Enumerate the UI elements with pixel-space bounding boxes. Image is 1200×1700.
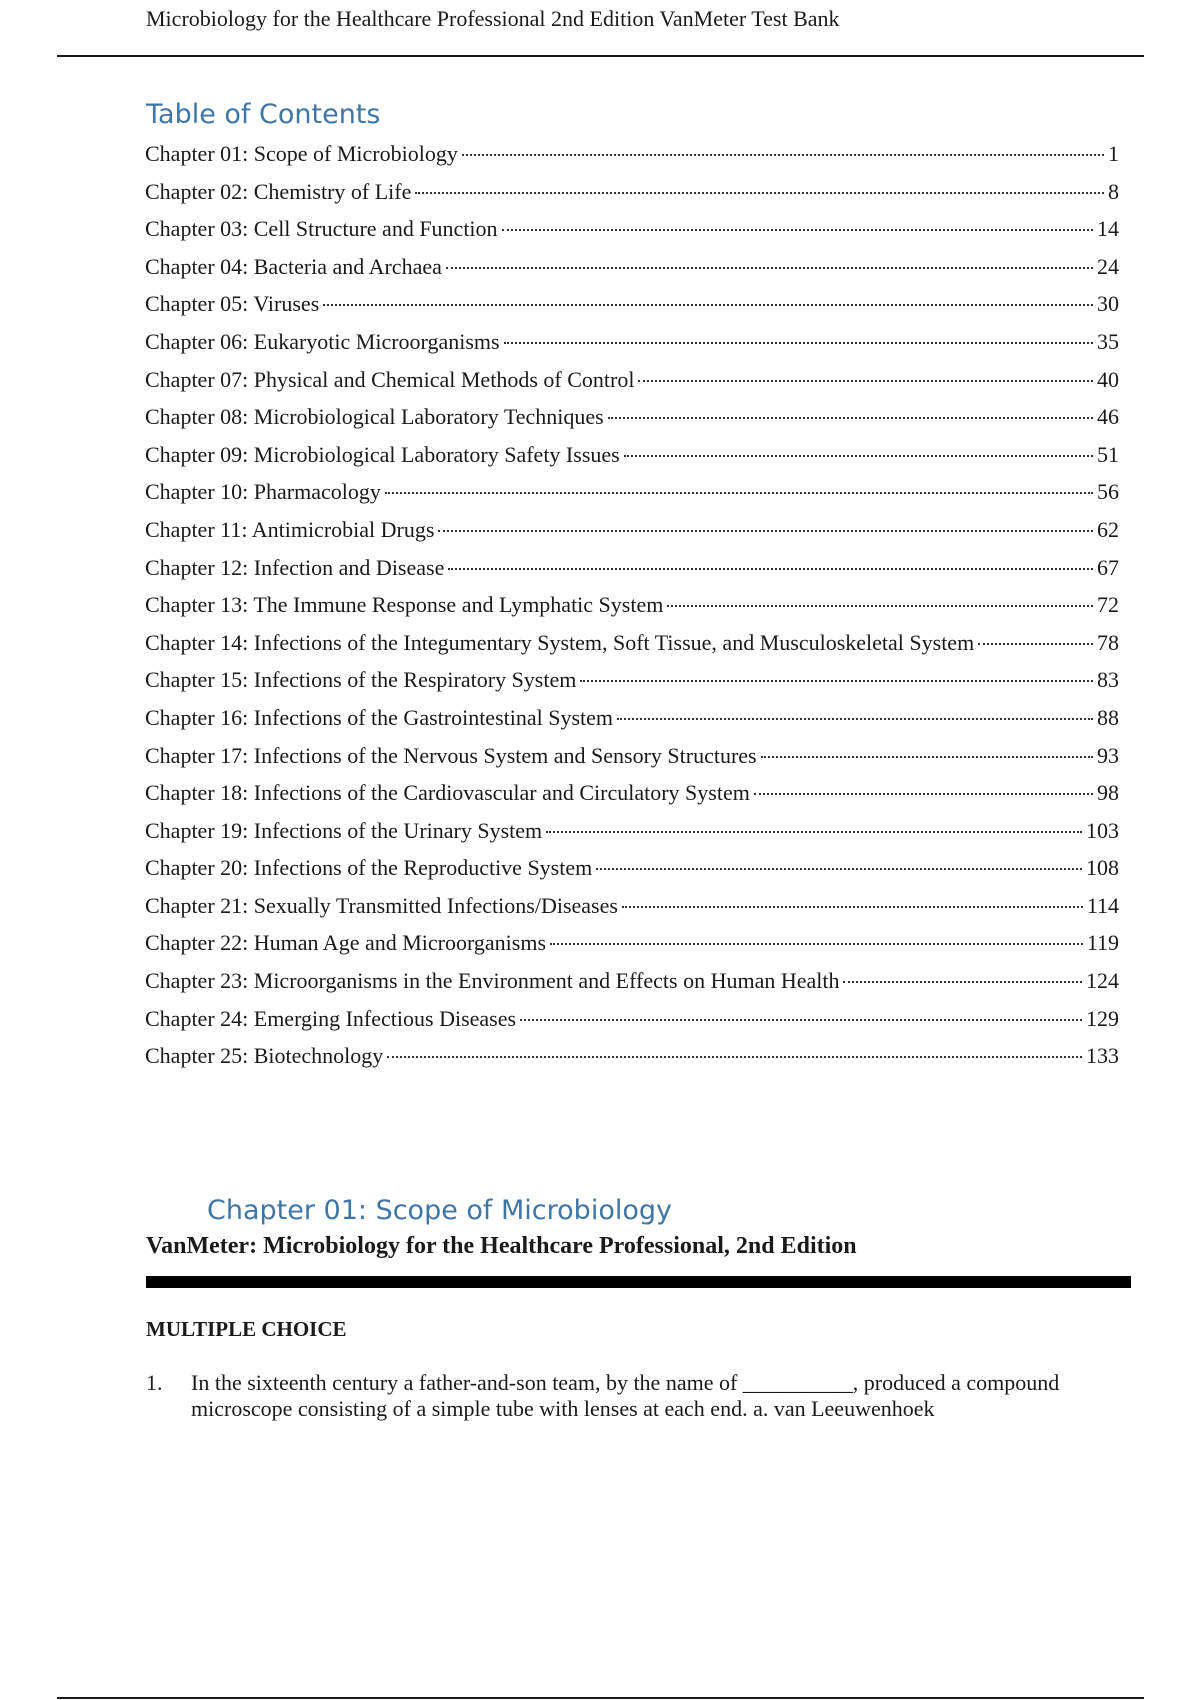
dot-leader (462, 154, 1104, 156)
toc-entry-label: Chapter 14: Infections of the Integumentary System, Soft Tissue, and Musculoskeletal System (145, 629, 975, 655)
toc-entry-label: Chapter 10: Pharmacology (145, 479, 381, 505)
toc-entry-label: Chapter 04: Bacteria and Archaea (145, 253, 442, 279)
toc-entry-chapter-17[interactable] (145, 737, 1119, 775)
toc-entry-chapter-11[interactable] (145, 511, 1119, 549)
book-title: VanMeter: Microbiology for the Healthcare Professional, 2nd Edition (146, 1233, 857, 1259)
toc-entry-chapter-02[interactable] (145, 173, 1119, 211)
toc-entry-chapter-20[interactable] (145, 849, 1119, 887)
dot-leader (667, 605, 1093, 607)
dot-leader (385, 492, 1093, 494)
toc-entry-page: 67 (1097, 554, 1119, 580)
toc-entry-label: Chapter 23: Microorganisms in the Environment and Effects on Human Health (145, 968, 840, 994)
toc-entry-page: 40 (1097, 366, 1119, 392)
toc-entry-chapter-16[interactable] (145, 699, 1119, 737)
question-text: In the sixteenth century a father-and-son team, by the name of __________, produced a compound microscope consisting of a simple tube with lenses at each end. a. van Leeuwenhoek (191, 1370, 1060, 1421)
dot-leader (550, 943, 1083, 945)
toc-entry-chapter-21[interactable] (145, 887, 1119, 925)
toc-entry-chapter-08[interactable] (145, 398, 1119, 436)
toc-entry-page: 78 (1097, 629, 1119, 655)
dot-leader (624, 455, 1093, 457)
toc-entry-chapter-09[interactable] (145, 436, 1119, 474)
toc-entry-chapter-22[interactable] (145, 924, 1119, 962)
toc-entry-label: Chapter 09: Microbiological Laboratory Safety Issues (145, 441, 620, 467)
toc-entry-chapter-01[interactable] (145, 135, 1119, 173)
toc-entry-chapter-07[interactable] (145, 361, 1119, 399)
toc-title: Table of Contents (146, 99, 381, 130)
dot-leader (448, 568, 1093, 570)
dot-leader (617, 718, 1093, 720)
dot-leader (502, 229, 1093, 231)
toc-entry-label: Chapter 07: Physical and Chemical Methods of Control (145, 366, 635, 392)
toc-entry-page: 72 (1097, 592, 1119, 618)
toc-entry-label: Chapter 12: Infection and Disease (145, 554, 445, 580)
dot-leader (546, 831, 1082, 833)
toc-entry-page: 108 (1086, 855, 1119, 881)
toc-entry-label: Chapter 16: Infections of the Gastrointestinal System (145, 704, 614, 730)
dot-leader (596, 868, 1082, 870)
dot-leader (438, 530, 1093, 532)
dot-leader (638, 380, 1093, 382)
dot-leader (520, 1019, 1082, 1021)
toc-entry-chapter-12[interactable] (145, 549, 1119, 587)
toc-entry-label: Chapter 22: Human Age and Microorganisms (145, 930, 547, 956)
dot-leader (323, 304, 1093, 306)
toc-entry-page: 24 (1097, 253, 1119, 279)
toc-entry-label: Chapter 20: Infections of the Reproductive System (145, 855, 593, 881)
toc-entry-chapter-14[interactable] (145, 624, 1119, 662)
toc-entry-label: Chapter 21: Sexually Transmitted Infections/Diseases (145, 892, 618, 918)
chapter-heading: Chapter 01: Scope of Microbiology (207, 1195, 672, 1226)
toc-entry-chapter-23[interactable] (145, 962, 1119, 1000)
toc-entry-label: Chapter 17: Infections of the Nervous System and Sensory Structures (145, 742, 757, 768)
toc-list (145, 135, 1119, 1075)
toc-entry-page: 88 (1097, 704, 1119, 730)
toc-entry-page: 46 (1097, 404, 1119, 430)
toc-entry-page: 51 (1097, 441, 1119, 467)
toc-entry-page: 124 (1086, 968, 1119, 994)
toc-entry-page: 98 (1097, 780, 1119, 806)
toc-entry-chapter-13[interactable] (145, 586, 1119, 624)
toc-entry-chapter-03[interactable] (145, 210, 1119, 248)
toc-entry-page: 30 (1097, 291, 1119, 317)
toc-entry-label: Chapter 06: Eukaryotic Microorganisms (145, 328, 500, 354)
toc-entry-label: Chapter 08: Microbiological Laboratory Techniques (145, 404, 604, 430)
toc-entry-page: 56 (1097, 479, 1119, 505)
toc-entry-chapter-10[interactable] (145, 473, 1119, 511)
dot-leader (504, 342, 1093, 344)
toc-entry-chapter-18[interactable] (145, 774, 1119, 812)
toc-entry-page: 133 (1086, 1043, 1119, 1069)
toc-entry-chapter-05[interactable] (145, 285, 1119, 323)
toc-entry-label: Chapter 03: Cell Structure and Function (145, 216, 498, 242)
dot-leader (580, 680, 1093, 682)
toc-entry-page: 129 (1086, 1005, 1119, 1031)
toc-entry-label: Chapter 02: Chemistry of Life (145, 178, 412, 204)
toc-entry-label: Chapter 24: Emerging Infectious Diseases (145, 1005, 517, 1031)
toc-entry-page: 62 (1097, 516, 1119, 542)
thick-divider (146, 1276, 1131, 1288)
toc-entry-page: 114 (1086, 892, 1119, 918)
toc-entry-chapter-06[interactable] (145, 323, 1119, 361)
dot-leader (608, 417, 1093, 419)
toc-entry-chapter-24[interactable] (145, 1000, 1119, 1038)
dot-leader (761, 756, 1093, 758)
toc-entry-chapter-25[interactable] (145, 1037, 1119, 1075)
question-number: 1. (146, 1370, 163, 1395)
dot-leader (843, 981, 1082, 983)
toc-entry-page: 1 (1108, 141, 1119, 166)
toc-entry-page: 119 (1086, 930, 1119, 956)
toc-entry-page: 35 (1097, 328, 1119, 354)
toc-entry-chapter-19[interactable] (145, 812, 1119, 850)
toc-entry-label: Chapter 25: Biotechnology (145, 1043, 384, 1069)
toc-entry-label: Chapter 15: Infections of the Respiratory System (145, 667, 577, 693)
toc-entry-chapter-04[interactable] (145, 248, 1119, 286)
dot-leader (446, 267, 1093, 269)
running-header: Microbiology for the Healthcare Professional 2nd Edition VanMeter Test Bank (146, 6, 840, 31)
toc-entry-label: Chapter 11: Antimicrobial Drugs (145, 516, 435, 542)
question (146, 1370, 1131, 1422)
toc-entry-page: 8 (1108, 178, 1119, 204)
section-label: MULTIPLE CHOICE (146, 1317, 347, 1341)
toc-entry-page: 83 (1097, 667, 1119, 693)
toc-entry-page: 14 (1097, 216, 1119, 242)
dot-leader (754, 793, 1093, 795)
toc-entry-label: Chapter 19: Infections of the Urinary System (145, 817, 543, 843)
dot-leader (622, 906, 1083, 908)
toc-entry-label: Chapter 01: Scope of Microbiology (145, 141, 458, 166)
toc-entry-label: Chapter 13: The Immune Response and Lymphatic System (145, 592, 664, 618)
toc-entry-page: 93 (1097, 742, 1119, 768)
toc-entry-label: Chapter 05: Viruses (145, 291, 320, 317)
toc-entry-page: 103 (1086, 817, 1119, 843)
toc-entry-label: Chapter 18: Infections of the Cardiovascular and Circulatory System (145, 780, 750, 806)
dot-leader (415, 192, 1104, 194)
footer-rule (57, 1697, 1144, 1699)
toc-entry-chapter-15[interactable] (145, 661, 1119, 699)
dot-leader (978, 643, 1093, 645)
dot-leader (387, 1056, 1082, 1058)
header-rule (57, 55, 1144, 57)
